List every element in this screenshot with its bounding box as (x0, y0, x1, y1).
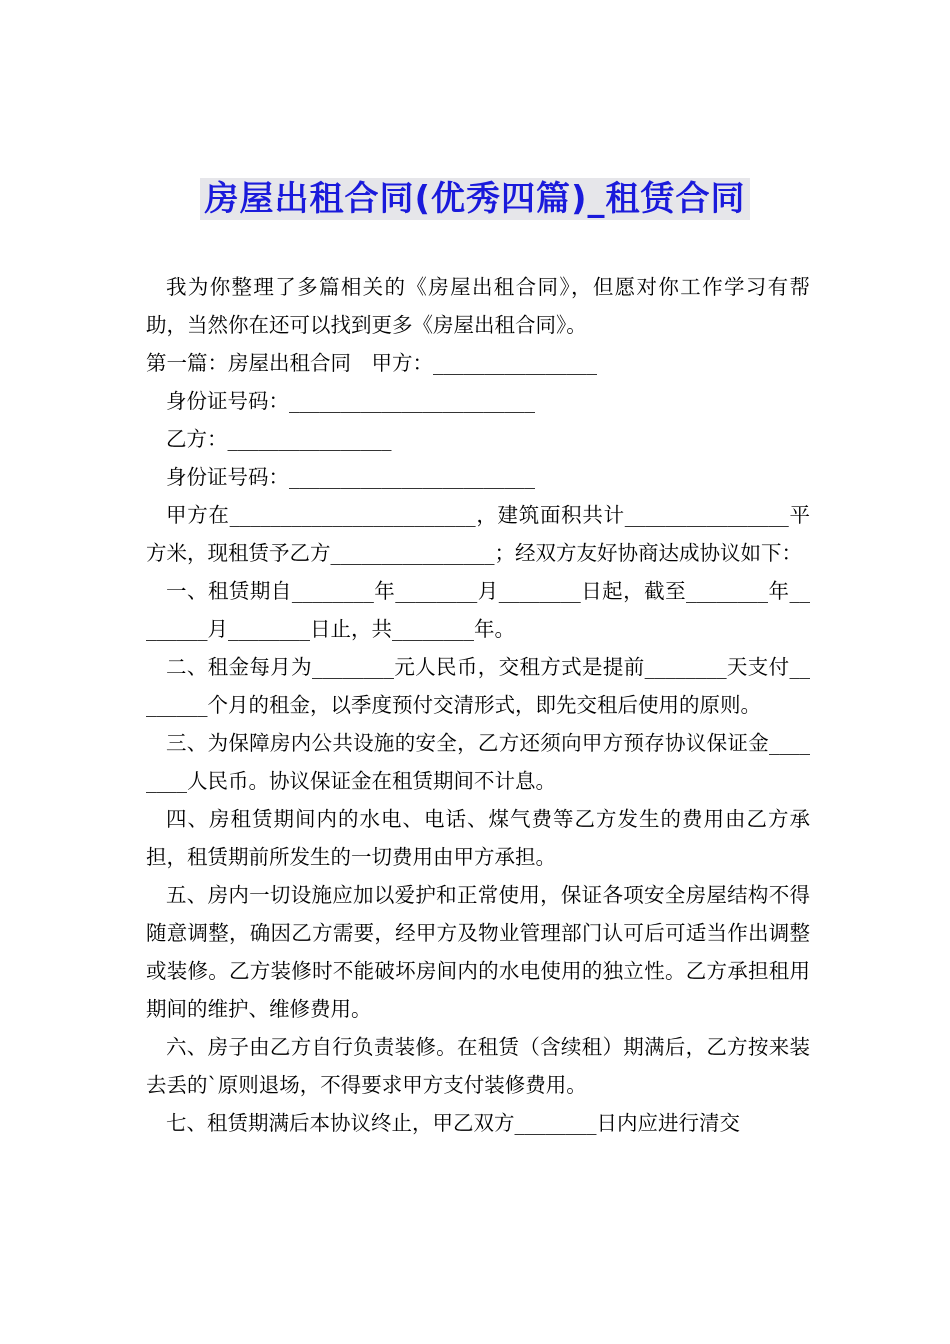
paragraph-clause-1: 一、租赁期自________年________月________日起，截至________年________月________日止，共________年。 (146, 579, 810, 641)
paragraph-intro: 我为你整理了多篇相关的《房屋出租合同》，但愿对你工作学习有帮助，当然你在还可以找到更多《房屋出租合同》。 (146, 275, 810, 337)
paragraph-clause-4: 四、房租赁期间内的水电、电话、煤气费等乙方发生的费用由乙方承担，租赁期前所发生的一切费用由甲方承担。 (146, 807, 810, 869)
paragraph-clause-3: 三、为保障房内公共设施的安全，乙方还须向甲方预存协议保证金________人民币。协议保证金在租赁期间不计息。 (146, 731, 810, 793)
paragraph-party-a-id: 身份证号码：________________________ (166, 389, 535, 413)
document-body (146, 268, 810, 1142)
paragraph-section-heading: 第一篇：房屋出租合同 甲方：________________ (146, 351, 597, 375)
paragraph-party-b-id: 身份证号码：________________________ (166, 465, 535, 489)
paragraph-clause-6: 六、房子由乙方自行负责装修。在租赁（含续租）期满后，乙方按来装去丢的`原则退场，不得要求甲方支付装修费用。 (146, 1035, 810, 1097)
paragraph-clause-5: 五、房内一切设施应加以爱护和正常使用，保证各项安全房屋结构不得随意调整，确因乙方需要，经甲方及物业管理部门认可后可适当作出调整或装修。乙方装修时不能破坏房间内的水电使用的独立性。乙方承担租用期间的维护、维修费用。 (146, 883, 810, 1021)
paragraph-premises: 甲方在________________________，建筑面积共计________________平方米，现租赁予乙方________________；经双方友好协商达成协议如下： (146, 503, 810, 565)
document-title: 房屋出租合同(优秀四篇)_租赁合同 (200, 178, 749, 220)
paragraph-clause-7: 七、租赁期满后本协议终止，甲乙双方________日内应进行清交 (166, 1111, 740, 1135)
paragraph-party-b: 乙方：________________ (166, 427, 392, 451)
title-container (0, 178, 950, 220)
paragraph-clause-2: 二、租金每月为________元人民币，交租方式是提前________天支付________个月的租金，以季度预付交清形式，即先交租后使用的原则。 (146, 655, 810, 717)
